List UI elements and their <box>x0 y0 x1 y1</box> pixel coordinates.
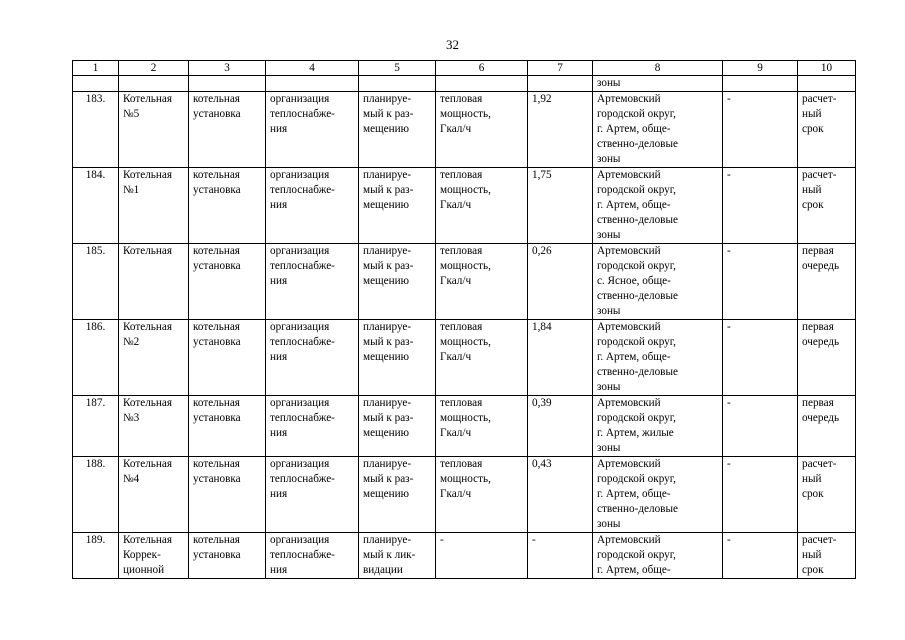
value: - <box>528 533 593 579</box>
facility-name: Котельная №5 <box>119 92 189 168</box>
table-row <box>73 320 856 396</box>
location: Артемовский городской округ, г. Артем, обще- ственно-деловые зоны <box>593 92 723 168</box>
facility-type: котельная установка <box>189 396 266 457</box>
column-header: 7 <box>528 61 593 76</box>
column-header: 10 <box>798 61 856 76</box>
facility-type: котельная установка <box>189 320 266 396</box>
location: Артемовский городской округ, г. Артем, обще- ственно-деловые зоны <box>593 320 723 396</box>
row-number: 184. <box>73 168 119 244</box>
table-cell <box>189 76 266 92</box>
status: планируе- мый к лик- видации <box>359 533 436 579</box>
table-row <box>73 533 856 579</box>
purpose: организация теплоснабже- ния <box>266 533 359 579</box>
facility-name: Котельная Коррек- ционной <box>119 533 189 579</box>
status: планируе- мый к раз- мещению <box>359 168 436 244</box>
table-cell <box>119 76 189 92</box>
table-cell: зоны <box>593 76 723 92</box>
column-header: 8 <box>593 61 723 76</box>
term: расчет- ный срок <box>798 168 856 244</box>
facility-type: котельная установка <box>189 92 266 168</box>
facility-name: Котельная №1 <box>119 168 189 244</box>
table-cell <box>528 76 593 92</box>
row-number: 186. <box>73 320 119 396</box>
status: планируе- мый к раз- мещению <box>359 457 436 533</box>
facility-name: Котельная <box>119 244 189 320</box>
row-number: 188. <box>73 457 119 533</box>
value: 1,75 <box>528 168 593 244</box>
location: Артемовский городской округ, с. Ясное, обще- ственно-деловые зоны <box>593 244 723 320</box>
status: планируе- мый к раз- мещению <box>359 396 436 457</box>
table-cell <box>73 76 119 92</box>
purpose: организация теплоснабже- ния <box>266 396 359 457</box>
table-row <box>73 457 856 533</box>
status: планируе- мый к раз- мещению <box>359 244 436 320</box>
characteristic: тепловая мощность, Гкал/ч <box>436 168 528 244</box>
characteristic: тепловая мощность, Гкал/ч <box>436 92 528 168</box>
table-cell <box>436 76 528 92</box>
term: расчет- ный срок <box>798 92 856 168</box>
column-header: 1 <box>73 61 119 76</box>
table-cell <box>723 76 798 92</box>
zone-info: - <box>723 457 798 533</box>
row-number: 187. <box>73 396 119 457</box>
zone-info: - <box>723 244 798 320</box>
column-header: 6 <box>436 61 528 76</box>
table-cell <box>266 76 359 92</box>
purpose: организация теплоснабже- ния <box>266 92 359 168</box>
term: первая очередь <box>798 320 856 396</box>
characteristic: тепловая мощность, Гкал/ч <box>436 244 528 320</box>
purpose: организация теплоснабже- ния <box>266 320 359 396</box>
table-row <box>73 168 856 244</box>
continuation-row <box>73 76 856 92</box>
zone-info: - <box>723 396 798 457</box>
zone-info: - <box>723 533 798 579</box>
table-row <box>73 396 856 457</box>
value: 1,84 <box>528 320 593 396</box>
term: расчет- ный срок <box>798 533 856 579</box>
facility-name: Котельная №3 <box>119 396 189 457</box>
header-row <box>73 61 856 76</box>
table-cell <box>359 76 436 92</box>
location: Артемовский городской округ, г. Артем, обще- ственно-деловые зоны <box>593 457 723 533</box>
characteristic: - <box>436 533 528 579</box>
term: расчет- ный срок <box>798 457 856 533</box>
table-cell <box>798 76 856 92</box>
location: Артемовский городской округ, г. Артем, жилые зоны <box>593 396 723 457</box>
facility-type: котельная установка <box>189 168 266 244</box>
value: 0,43 <box>528 457 593 533</box>
value: 1,92 <box>528 92 593 168</box>
characteristic: тепловая мощность, Гкал/ч <box>436 457 528 533</box>
location: Артемовский городской округ, г. Артем, обще- <box>593 533 723 579</box>
column-header: 2 <box>119 61 189 76</box>
facility-type: котельная установка <box>189 533 266 579</box>
term: первая очередь <box>798 396 856 457</box>
table-row <box>73 244 856 320</box>
zone-info: - <box>723 320 798 396</box>
row-number: 189. <box>73 533 119 579</box>
facility-type: котельная установка <box>189 244 266 320</box>
facility-name: Котельная №4 <box>119 457 189 533</box>
table-row <box>73 92 856 168</box>
page-number: 32 <box>446 37 459 52</box>
column-header: 3 <box>189 61 266 76</box>
row-number: 183. <box>73 92 119 168</box>
characteristic: тепловая мощность, Гкал/ч <box>436 396 528 457</box>
term: первая очередь <box>798 244 856 320</box>
zone-info: - <box>723 168 798 244</box>
location: Артемовский городской округ, г. Артем, обще- ственно-деловые зоны <box>593 168 723 244</box>
row-number: 185. <box>73 244 119 320</box>
value: 0,39 <box>528 396 593 457</box>
zone-info: - <box>723 92 798 168</box>
facility-type: котельная установка <box>189 457 266 533</box>
status: планируе- мый к раз- мещению <box>359 320 436 396</box>
column-header: 5 <box>359 61 436 76</box>
purpose: организация теплоснабже- ния <box>266 168 359 244</box>
facility-name: Котельная №2 <box>119 320 189 396</box>
value: 0,26 <box>528 244 593 320</box>
column-header: 4 <box>266 61 359 76</box>
purpose: организация теплоснабже- ния <box>266 457 359 533</box>
purpose: организация теплоснабже- ния <box>266 244 359 320</box>
facilities-table <box>72 60 856 579</box>
status: планируе- мый к раз- мещению <box>359 92 436 168</box>
column-header: 9 <box>723 61 798 76</box>
characteristic: тепловая мощность, Гкал/ч <box>436 320 528 396</box>
